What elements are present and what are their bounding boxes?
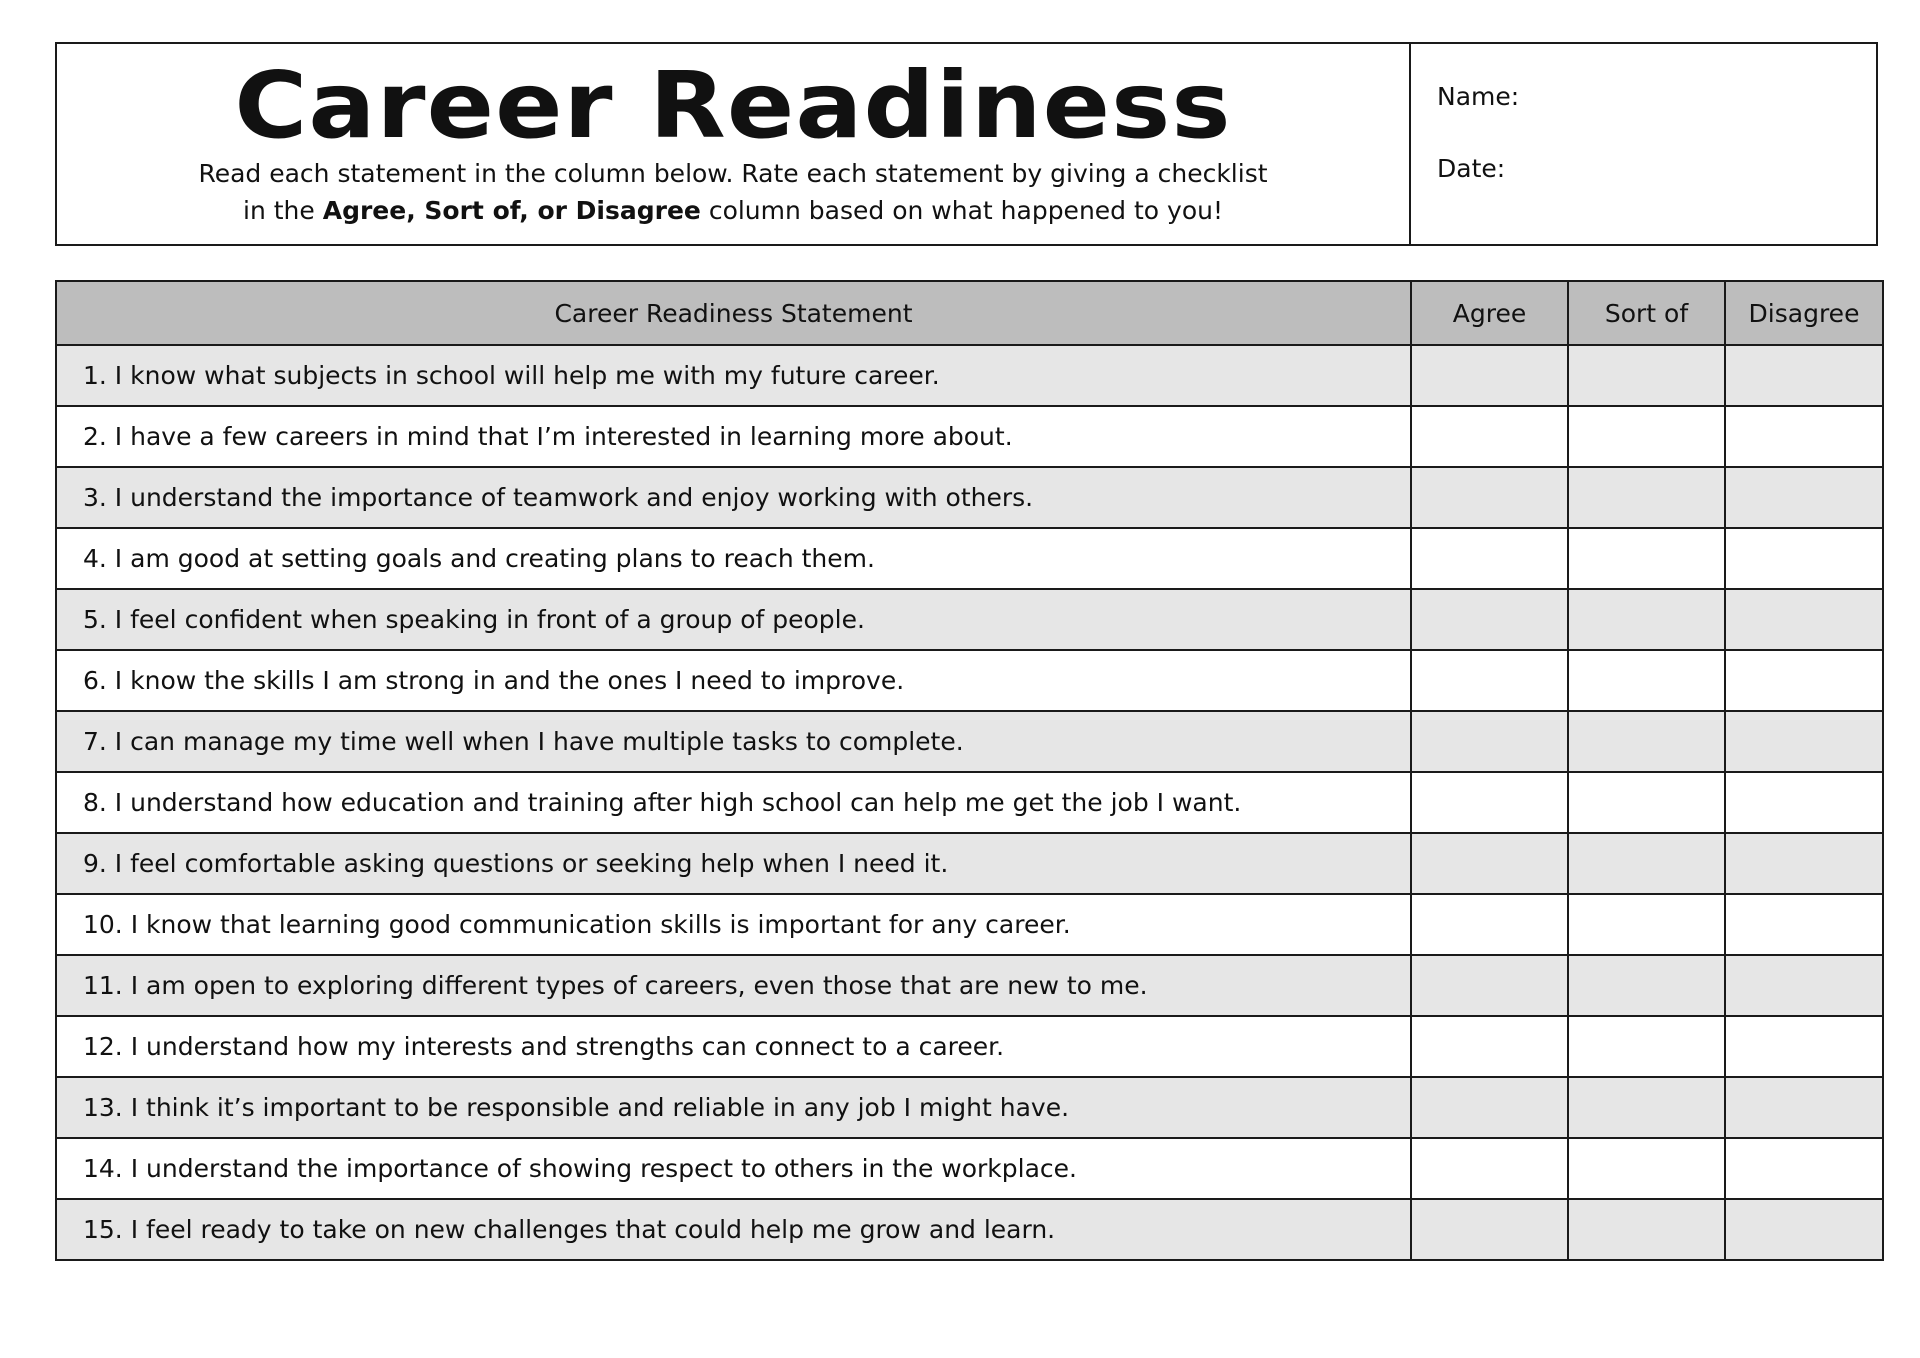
column-header-disagree: Disagree <box>1725 281 1883 345</box>
disagree-check-cell[interactable] <box>1725 1077 1883 1138</box>
agree-check-cell[interactable] <box>1411 650 1568 711</box>
table-row <box>56 894 1883 955</box>
disagree-check-cell[interactable] <box>1725 1016 1883 1077</box>
statement-cell: 1. I know what subjects in school will help me with my future career. <box>56 345 1411 406</box>
disagree-check-cell[interactable] <box>1725 711 1883 772</box>
table-row <box>56 1077 1883 1138</box>
sort-of-check-cell[interactable] <box>1568 406 1725 467</box>
table-row <box>56 711 1883 772</box>
statement-cell: 12. I understand how my interests and strengths can connect to a career. <box>56 1016 1411 1077</box>
agree-check-cell[interactable] <box>1411 467 1568 528</box>
sort-of-check-cell[interactable] <box>1568 1016 1725 1077</box>
title-panel <box>57 44 1411 244</box>
table-row <box>56 406 1883 467</box>
agree-check-cell[interactable] <box>1411 833 1568 894</box>
statement-cell: 8. I understand how education and training after high school can help me get the job I want. <box>56 772 1411 833</box>
disagree-check-cell[interactable] <box>1725 467 1883 528</box>
disagree-check-cell[interactable] <box>1725 650 1883 711</box>
disagree-check-cell[interactable] <box>1725 345 1883 406</box>
sort-of-check-cell[interactable] <box>1568 772 1725 833</box>
sort-of-check-cell[interactable] <box>1568 345 1725 406</box>
agree-check-cell[interactable] <box>1411 1077 1568 1138</box>
agree-check-cell[interactable] <box>1411 406 1568 467</box>
table-row <box>56 772 1883 833</box>
disagree-check-cell[interactable] <box>1725 1199 1883 1260</box>
table-row <box>56 528 1883 589</box>
agree-check-cell[interactable] <box>1411 345 1568 406</box>
agree-check-cell[interactable] <box>1411 1016 1568 1077</box>
sort-of-check-cell[interactable] <box>1568 528 1725 589</box>
agree-check-cell[interactable] <box>1411 1199 1568 1260</box>
readiness-checklist-table <box>55 280 1884 1261</box>
statement-cell: 13. I think it’s important to be responsible and reliable in any job I might have. <box>56 1077 1411 1138</box>
statement-cell: 11. I am open to exploring different types of careers, even those that are new to me. <box>56 955 1411 1016</box>
table-row <box>56 833 1883 894</box>
agree-check-cell[interactable] <box>1411 589 1568 650</box>
table-row <box>56 1016 1883 1077</box>
agree-check-cell[interactable] <box>1411 711 1568 772</box>
agree-check-cell[interactable] <box>1411 528 1568 589</box>
sort-of-check-cell[interactable] <box>1568 711 1725 772</box>
disagree-check-cell[interactable] <box>1725 772 1883 833</box>
instructions-line-2-suffix: column based on what happened to you! <box>700 196 1223 225</box>
disagree-check-cell[interactable] <box>1725 894 1883 955</box>
instructions-line-2-bold: Agree, Sort of, or Disagree <box>322 196 701 225</box>
statement-cell: 14. I understand the importance of showing respect to others in the workplace. <box>56 1138 1411 1199</box>
agree-check-cell[interactable] <box>1411 894 1568 955</box>
date-field-label: Date: <box>1437 154 1506 183</box>
table-row <box>56 1199 1883 1260</box>
column-header-statement: Career Readiness Statement <box>56 281 1411 345</box>
instructions-line-2 <box>57 192 1409 229</box>
disagree-check-cell[interactable] <box>1725 1138 1883 1199</box>
worksheet-header <box>55 42 1878 246</box>
disagree-check-cell[interactable] <box>1725 833 1883 894</box>
statement-cell: 5. I feel confident when speaking in front of a group of people. <box>56 589 1411 650</box>
page-title: Career Readiness <box>234 52 1232 159</box>
table-row <box>56 1138 1883 1199</box>
sort-of-check-cell[interactable] <box>1568 894 1725 955</box>
statement-cell: 15. I feel ready to take on new challenges that could help me grow and learn. <box>56 1199 1411 1260</box>
sort-of-check-cell[interactable] <box>1568 833 1725 894</box>
statement-cell: 10. I know that learning good communication skills is important for any career. <box>56 894 1411 955</box>
statement-cell: 2. I have a few careers in mind that I’m interested in learning more about. <box>56 406 1411 467</box>
table-row <box>56 955 1883 1016</box>
agree-check-cell[interactable] <box>1411 955 1568 1016</box>
disagree-check-cell[interactable] <box>1725 955 1883 1016</box>
name-field-label: Name: <box>1437 82 1520 111</box>
table-header-row <box>56 281 1883 345</box>
agree-check-cell[interactable] <box>1411 1138 1568 1199</box>
statement-cell: 7. I can manage my time well when I have multiple tasks to complete. <box>56 711 1411 772</box>
sort-of-check-cell[interactable] <box>1568 589 1725 650</box>
statement-cell: 6. I know the skills I am strong in and the ones I need to improve. <box>56 650 1411 711</box>
table-body <box>56 345 1883 1260</box>
statement-cell: 9. I feel comfortable asking questions or seeking help when I need it. <box>56 833 1411 894</box>
disagree-check-cell[interactable] <box>1725 528 1883 589</box>
agree-check-cell[interactable] <box>1411 772 1568 833</box>
statement-cell: 4. I am good at setting goals and creating plans to reach them. <box>56 528 1411 589</box>
sort-of-check-cell[interactable] <box>1568 1138 1725 1199</box>
disagree-check-cell[interactable] <box>1725 406 1883 467</box>
column-header-sort-of: Sort of <box>1568 281 1725 345</box>
table-row <box>56 589 1883 650</box>
instructions-line-1: Read each statement in the column below. Rate each statement by giving a checklist <box>198 159 1268 188</box>
table-row <box>56 650 1883 711</box>
table-row <box>56 345 1883 406</box>
sort-of-check-cell[interactable] <box>1568 1199 1725 1260</box>
sort-of-check-cell[interactable] <box>1568 467 1725 528</box>
sort-of-check-cell[interactable] <box>1568 1077 1725 1138</box>
instructions-line-2-prefix: in the <box>243 196 323 225</box>
student-fields-panel <box>1411 44 1876 244</box>
sort-of-check-cell[interactable] <box>1568 955 1725 1016</box>
disagree-check-cell[interactable] <box>1725 589 1883 650</box>
table-row <box>56 467 1883 528</box>
column-header-agree: Agree <box>1411 281 1568 345</box>
instructions <box>57 155 1409 229</box>
sort-of-check-cell[interactable] <box>1568 650 1725 711</box>
statement-cell: 3. I understand the importance of teamwork and enjoy working with others. <box>56 467 1411 528</box>
